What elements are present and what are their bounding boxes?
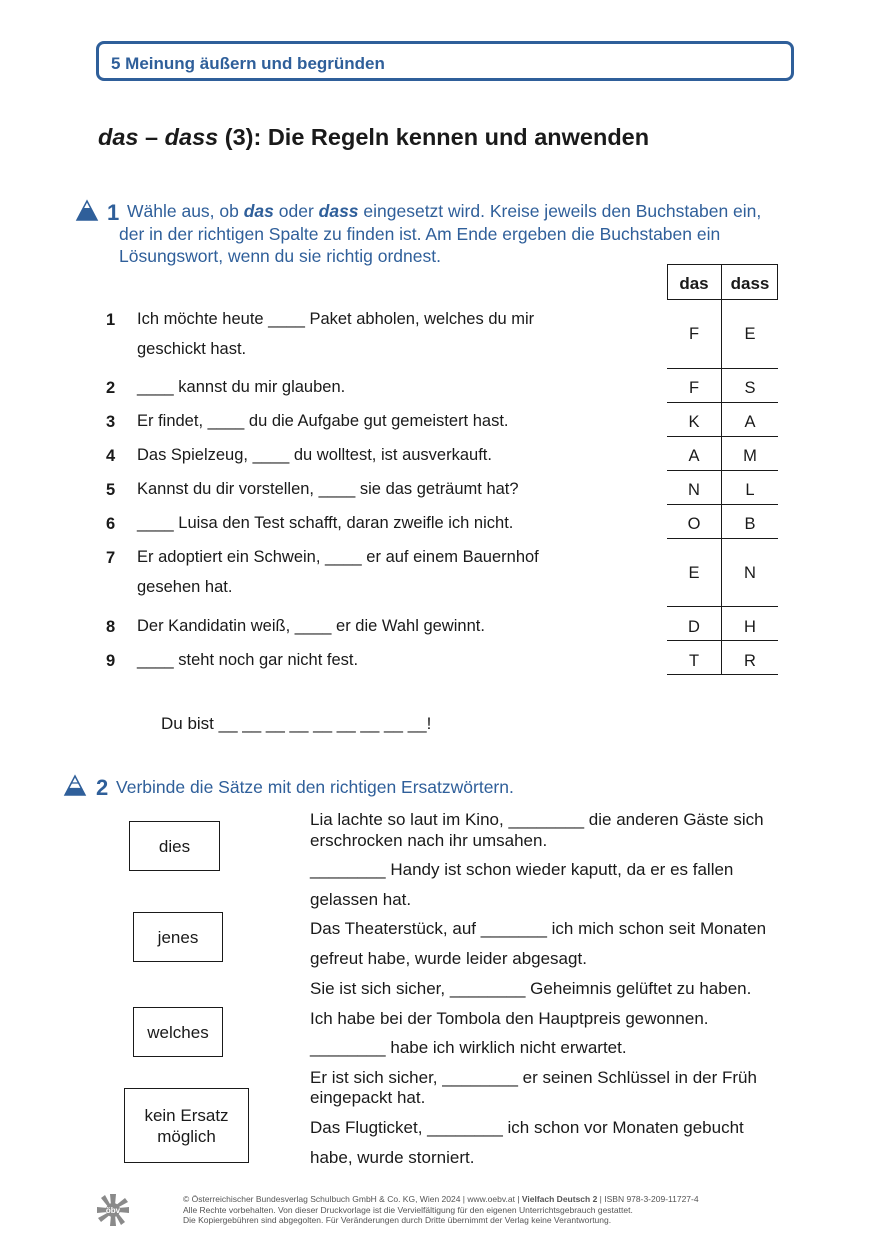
sentence-number: 1 <box>106 311 116 329</box>
table-row-line <box>667 436 778 437</box>
sentence-line: Sie ist sich sicher, ________ Geheimnis gelüftet zu haben. <box>310 979 752 998</box>
svg-text:öbv: öbv <box>105 1206 121 1215</box>
sentence-line: Ich habe bei der Tombola den Hauptpreis gewonnen. <box>310 1009 709 1028</box>
sentence-text: Er adoptiert ein Schwein, ____ er auf einem Bauernhof gesehen hat. <box>137 548 539 596</box>
sentence-number: 3 <box>106 413 116 431</box>
sentence-number: 7 <box>106 549 116 567</box>
sentence-text: Ich möchte heute ____ Paket abholen, welches du mir geschickt hast. <box>137 310 535 358</box>
sentence-line: ________ Handy ist schon wieder kaputt, da er es fallen <box>310 860 734 879</box>
sentence-line: Lia lachte so laut im Kino, ________ die anderen Gäste sich <box>310 810 764 829</box>
difficulty-pyramid-icon <box>63 774 87 798</box>
sentence-text: ____ steht noch gar nicht fest. <box>137 651 359 669</box>
exercise2-instruction: Verbinde die Sätze mit den richtigen Ersatzwörtern. <box>116 777 514 797</box>
letter-dass[interactable]: A <box>744 413 756 431</box>
answer-table <box>667 264 778 675</box>
letter-das[interactable]: D <box>688 618 700 636</box>
table-row-line <box>667 674 778 675</box>
difficulty-pyramid-icon <box>75 199 99 223</box>
letter-das[interactable]: E <box>688 564 700 582</box>
letter-dass[interactable]: B <box>744 515 756 533</box>
title-dass: dass <box>164 124 219 150</box>
letter-dass[interactable]: R <box>744 652 756 670</box>
sentence-text: Er findet, ____ du die Aufgabe gut gemeistert hast. <box>137 412 509 430</box>
sentence-number: 4 <box>106 447 116 465</box>
title-dash: – <box>138 124 165 150</box>
footer-copyright: © Österreichischer Bundesverlag Schulbuch GmbH & Co. KG, Wien 2024 | www.oebv.at | Vielfach Deutsch 2 | ISBN 978-3-209-11727-4 Alle Rechte vorbehalten. Von dieser Druckvorlage ist die Vervielfältigung für den eigenen Unterrichtsgebrauch gestattet. Die Kopiergebühren sind abgegolten. Für Veränderungen durch Dritte übernimmt der Verlag keine Verantwortung. <box>183 1194 699 1225</box>
word-box-kein-ersatz[interactable]: kein Ersatz möglich <box>124 1088 249 1163</box>
sentence-text: Das Spielzeug, ____ du wolltest, ist ausverkauft. <box>137 446 492 464</box>
sentence-text: ____ Luisa den Test schafft, daran zweifle ich nicht. <box>137 514 514 532</box>
table-row-line <box>667 504 778 505</box>
letter-dass[interactable]: M <box>743 447 757 465</box>
chapter-title: 5 Meinung äußern und begründen <box>111 54 385 73</box>
letter-das[interactable]: K <box>688 413 700 431</box>
table-row-line <box>667 640 778 641</box>
sentence-line: ________ habe ich wirklich nicht erwartet. <box>310 1038 627 1057</box>
title-rest: (3): Die Regeln kennen und anwenden <box>218 124 650 150</box>
publisher-logo-icon <box>96 1193 130 1227</box>
table-row-line <box>667 470 778 471</box>
sentence-line: Das Theaterstück, auf _______ ich mich schon seit Monaten <box>310 919 767 938</box>
sentence-text: Der Kandidatin weiß, ____ er die Wahl gewinnt. <box>137 617 485 635</box>
word-box-welches[interactable]: welches <box>133 1007 223 1057</box>
exercise1-instruction-line3: Lösungswort, wenn du sie richtig ordnest. <box>119 246 441 266</box>
sentence-line: Er ist sich sicher, ________ er seinen Schlüssel in der Früh <box>310 1068 757 1087</box>
sentence-number: 8 <box>106 618 116 636</box>
sentence-line: gelassen hat. <box>310 890 412 909</box>
sentence-number: 2 <box>106 379 116 397</box>
sentence-line: gefreut habe, wurde leider abgesagt. <box>310 949 587 968</box>
letter-das[interactable]: F <box>688 379 700 397</box>
letter-das[interactable]: T <box>688 652 700 670</box>
sentence-line: Das Flugticket, ________ ich schon vor Monaten gebucht <box>310 1118 744 1137</box>
sentence-number: 5 <box>106 481 116 499</box>
sentence-number: 9 <box>106 652 116 670</box>
sentence-number: 6 <box>106 515 116 533</box>
exercise1-number: 1 <box>107 200 120 225</box>
sentence-line: habe, wurde storniert. <box>310 1148 475 1167</box>
letter-das[interactable]: O <box>687 515 701 533</box>
letter-das[interactable]: F <box>688 325 700 343</box>
solution-line[interactable]: Du bist __ __ __ __ __ __ __ __ __! <box>161 714 432 733</box>
word-box-dies[interactable]: dies <box>129 821 220 871</box>
table-row-line <box>667 538 778 539</box>
page-title <box>98 124 649 151</box>
letter-dass[interactable]: S <box>744 379 756 397</box>
letter-dass[interactable]: E <box>744 325 756 343</box>
letter-das[interactable]: A <box>688 447 700 465</box>
letter-dass[interactable]: H <box>744 618 756 636</box>
table-row-line <box>667 402 778 403</box>
sentence-text: ____ kannst du mir glauben. <box>137 378 346 396</box>
sentence-line: eingepackt hat. <box>310 1088 426 1107</box>
chapter-header <box>96 41 794 81</box>
table-row-line <box>667 606 778 607</box>
letter-dass[interactable]: L <box>745 481 755 499</box>
letter-dass[interactable]: N <box>744 564 756 582</box>
table-header-das: das <box>679 274 709 293</box>
table-row-line <box>667 368 778 369</box>
sentence-text: Kannst du dir vorstellen, ____ sie das geträumt hat? <box>137 480 519 498</box>
table-header-dass: dass <box>730 274 770 293</box>
exercise1-instruction-line2: der in der richtigen Spalte zu finden ist. Am Ende ergeben die Buchstaben ein <box>119 224 721 244</box>
letter-das[interactable]: N <box>688 481 700 499</box>
sentence-line: erschrocken nach ihr umsahen. <box>310 831 548 850</box>
exercise2-number: 2 <box>96 775 109 800</box>
exercise1-instruction: Wähle aus, ob das oder dass eingesetzt wird. Kreise jeweils den Buchstaben ein, <box>127 201 762 221</box>
word-box-jenes[interactable]: jenes <box>133 912 223 962</box>
title-das: das <box>98 124 139 150</box>
